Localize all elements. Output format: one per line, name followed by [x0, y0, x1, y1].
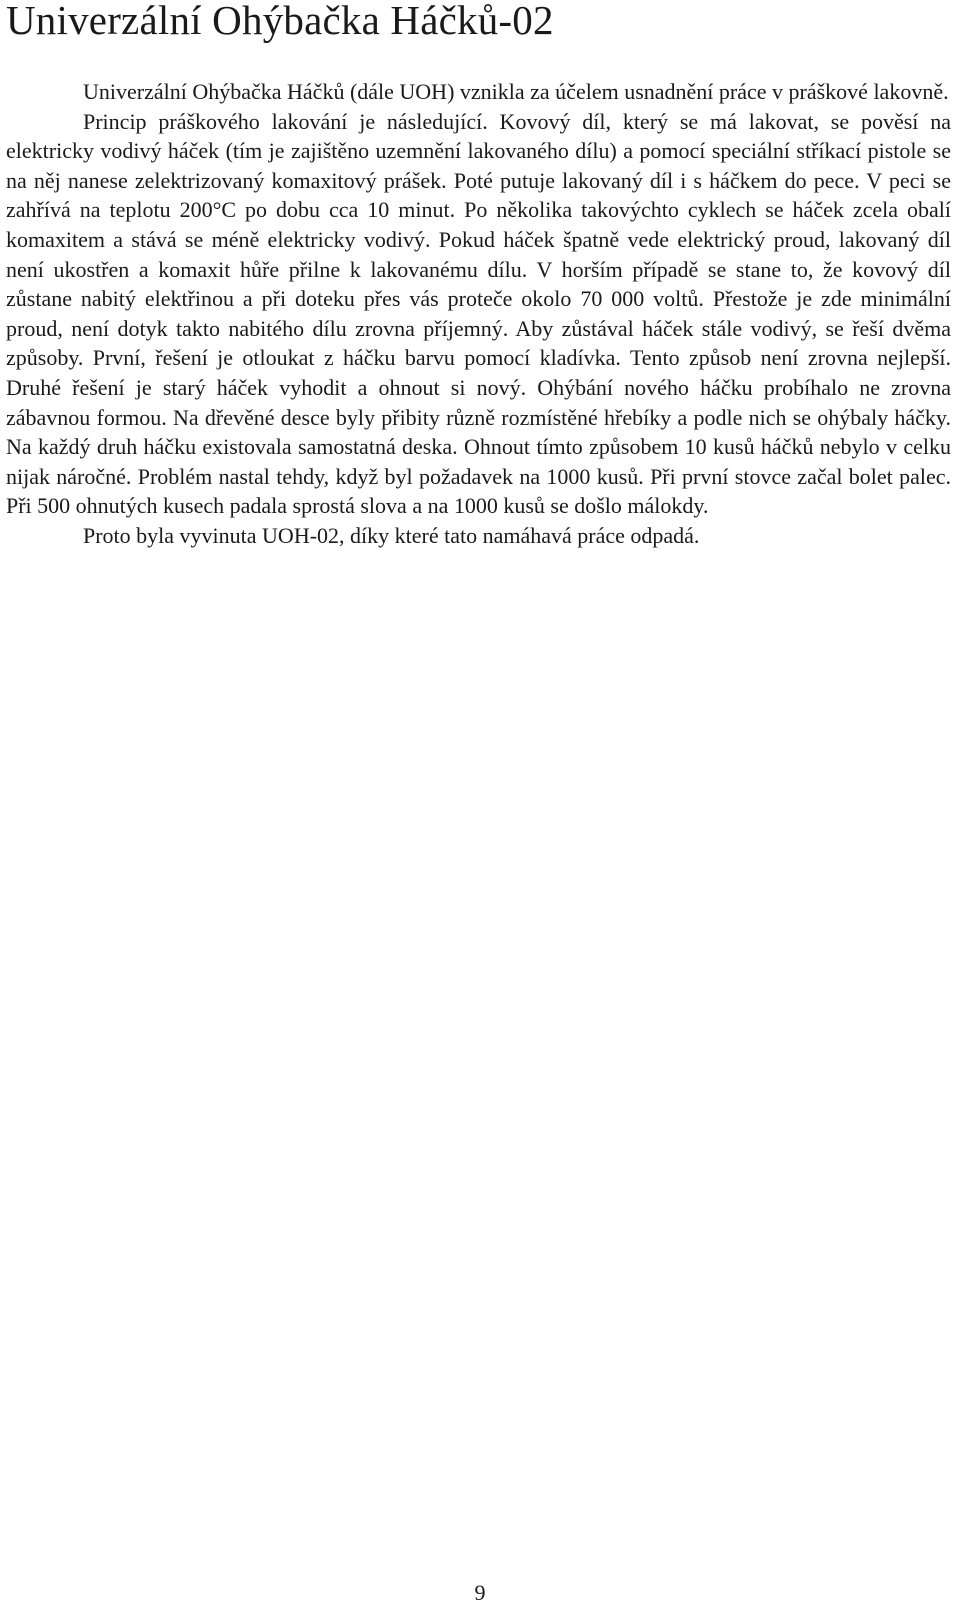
body-text: [6, 77, 951, 551]
paragraph-principle: Princip práškového lakování je následující. Kovový díl, který se má lakovat, se pověsí na elektricky vodivý háček (tím je zajištěno uzemnění lakovaného dílu) a pomocí speciální stříkací pistole se na něj nanese zelektrizovaný komaxitový prášek. Poté putuje lakovaný díl i s háčkem do pece. V peci se zahřívá na teplotu 200°C po dobu cca 10 minut. Po několika takovýchto cyklech se háček zcela obalí komaxitem a stává se méně elektricky vodivý. Pokud háček špatně vede elektrický proud, lakovaný díl není ukostřen a komaxit hůře přilne k lakovanému dílu. V horším případě se stane to, že kovový díl zůstane nabitý elektřinou a při doteku přes vás proteče okolo 70 000 voltů. Přestože je zde minimální proud, není dotyk takto nabitého dílu zrovna příjemný. Aby zůstával háček stále vodivý, se řeší dvěma způsoby. První, řešení je otloukat z háčku barvu pomocí kladívka. Tento způsob není zrovna nejlepší. Druhé řešení je starý háček vyhodit a ohnout si nový. Ohýbání nového háčku probíhalo ne zrovna zábavnou formou. Na dřevěné desce byly přibity různě rozmístěné hřebíky a podle nich se ohýbaly háčky. Na každý druh háčku existovala samostatná deska. Ohnout tímto způsobem 10 kusů háčků nebylo v celku nijak náročné. Problém nastal tehdy, když byl požadavek na 1000 kusů. Při první stovce začal bolet palec. Při 500 ohnutých kusech padala sprostá slova a na 1000 kusů se došlo málokdy.: [6, 108, 951, 519]
paragraph-conclusion: Proto byla vyvinuta UOH-02, díky které tato namáhavá práce odpadá.: [83, 522, 700, 548]
page-number: 9: [474, 1580, 486, 1605]
paragraph-intro: Univerzální Ohýbačka Háčků (dále UOH) vznikla za účelem usnadnění práce v práškové lakovně.: [83, 79, 949, 104]
page-title: Univerzální Ohýbačka Háčků-02: [6, 0, 554, 43]
